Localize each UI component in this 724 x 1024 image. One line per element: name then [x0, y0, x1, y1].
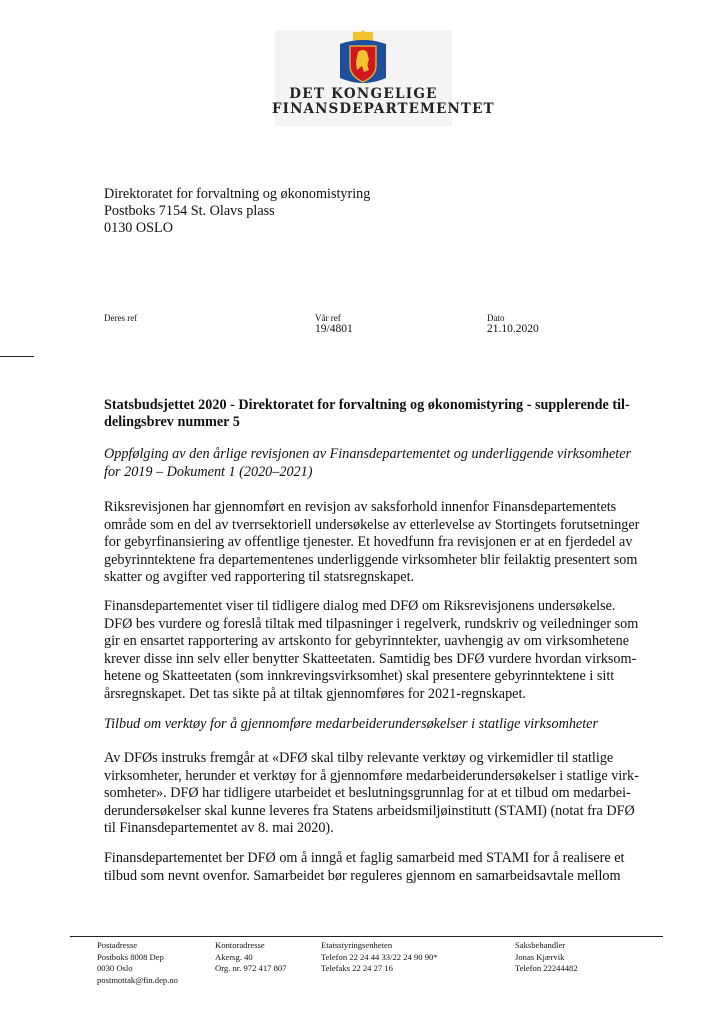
paragraph-3	[104, 750, 674, 838]
footer-heading: Etatsstyringsenheten	[321, 940, 393, 950]
paragraph-line: Finansdepartementet ber DFØ om å inngå et faglig samarbeid med STAMI for å realisere et	[104, 850, 625, 866]
footer-divider	[70, 936, 663, 937]
footer-line: Telefon 22244482	[515, 963, 578, 974]
footer-etatsstyring	[321, 940, 438, 975]
paragraph-line: tilbud som nevnt ovenfor. Samarbeidet bør reguleres gjennom en samarbeidsavtale mellom	[104, 867, 621, 884]
paragraph-line: Av DFØs instruks fremgår at «DFØ skal tilby relevante verktøy og virkemidler til statlige	[104, 750, 614, 766]
paragraph-1	[104, 499, 674, 587]
footer-line: Org. nr. 972 417 807	[215, 963, 287, 974]
footer-postadresse	[97, 940, 178, 986]
footer-line: Akersg. 40	[215, 951, 253, 962]
footer-heading: Saksbehandler	[515, 940, 566, 950]
deres-ref-label: Deres ref	[104, 313, 138, 323]
department-name-line2: FINANSDEPARTEMENTET	[272, 101, 495, 117]
footer-heading: Kontoradresse	[215, 940, 265, 950]
paragraph-line: skatter og avgifter ved rapportering til statsregnskapet.	[104, 569, 415, 586]
recipient-address	[104, 186, 370, 237]
title-line: delingsbrev nummer 5	[104, 414, 240, 430]
footer-line: Telefaks 22 24 27 16	[321, 963, 393, 974]
subheading-survey-tool	[104, 716, 674, 734]
paragraph-line: til Finansdepartementet av 8. mai 2020).	[104, 820, 334, 837]
address-line: Direktoratet for forvaltning og økonomistyring	[104, 186, 371, 202]
subheading-revision	[104, 446, 674, 481]
address-line: 0130 OSLO	[104, 220, 173, 236]
footer-line: Postboks 8008 Dep	[97, 951, 164, 962]
footer-kontoradresse	[215, 940, 286, 975]
footer-line: Jonas Kjærvik	[515, 951, 565, 962]
paragraph-line: hetene og Skatteetaten (som innkrevingsvirksomhet) skal presentere gebyrinntektene i sitt	[104, 668, 615, 685]
coat-of-arms-icon	[336, 30, 390, 88]
var-ref-value: 19/4801	[315, 323, 353, 335]
paragraph-line: derundersøkelser skal kunne leveres fra Statens arbeidsmiljøinstitutt (STAMI) (notat fra DFØ	[104, 802, 635, 819]
dato-value: 21.10.2020	[487, 323, 539, 335]
subheading-line: Tilbud om verktøy for å gjennomføre medarbeiderundersøkelser i statlige virksomheter	[104, 716, 598, 732]
footer-saksbehandler	[515, 940, 578, 975]
footer-line: 0030 Oslo	[97, 963, 133, 974]
paragraph-line: DFØ bes vurdere og foreslå tiltak med tilpasninger i regelverk, rundskriv og veiledninger som	[104, 615, 639, 632]
paragraph-line: gebyrinntektene fra departementenes underliggende virksomheter blir feilaktig presentert som	[104, 551, 638, 568]
paragraph-4	[104, 850, 674, 885]
paragraph-line: område som en del av tverrsektoriell undersøkelse av etterlevelse av Stortingets forutsetninger	[104, 516, 640, 533]
paragraph-line: årsregnskapet. Det tas sikte på at tiltak gjennomføres for 2021-regnskapet.	[104, 685, 526, 702]
address-line: Postboks 7154 St. Olavs plass	[104, 203, 275, 219]
paragraph-2	[104, 598, 674, 704]
paragraph-line: gir en ensartet rapportering av artskonto for gebyrinntekter, uavhengig av om virksomhetene	[104, 633, 629, 650]
footer-email-link[interactable]: postmottak@fin.dep.no	[97, 974, 178, 985]
title-line: Statsbudsjettet 2020 - Direktoratet for forvaltning og økonomistyring - supplerende til-	[104, 397, 630, 413]
paragraph-line: somheter». DFØ har tidligere utarbeidet et beslutningsgrunnlag for at et tilbud om medarbei-	[104, 785, 631, 802]
dato-label: Dato	[487, 313, 505, 323]
paragraph-line: Finansdepartementet viser til tidligere dialog med DFØ om Riksrevisjonens undersøkelse.	[104, 598, 616, 614]
var-ref-label: Vår ref	[315, 313, 341, 323]
paragraph-line: virksomheter, herunder et verktøy for å gjennomføre medarbeiderundersøkelser i statlige virk-	[104, 767, 639, 784]
department-name-line1: DET KONGELIGE	[289, 86, 438, 102]
fold-mark	[0, 356, 34, 357]
paragraph-line: for gebyrfinansiering av offentlige tjenester. Et hovedfunn fra revisjonen er at en fjerdedel av	[104, 534, 633, 551]
subheading-line: Oppfølging av den årlige revisjonen av Finansdepartementet og underliggende virksomheter	[104, 446, 632, 462]
footer-heading: Postadresse	[97, 940, 138, 950]
letter-title	[104, 397, 664, 431]
paragraph-line: Riksrevisjonen har gjennomført en revisjon av saksforhold innenfor Finansdepartementets	[104, 499, 617, 515]
paragraph-line: krever disse inn selv eller benytter Skatteetaten. Samtidig bes DFØ vurdere hvordan virksom-	[104, 650, 637, 667]
subheading-line: for 2019 – Dokument 1 (2020–2021)	[104, 463, 313, 480]
footer-line: Telefon 22 24 44 33/22 24 90 90*	[321, 951, 438, 962]
